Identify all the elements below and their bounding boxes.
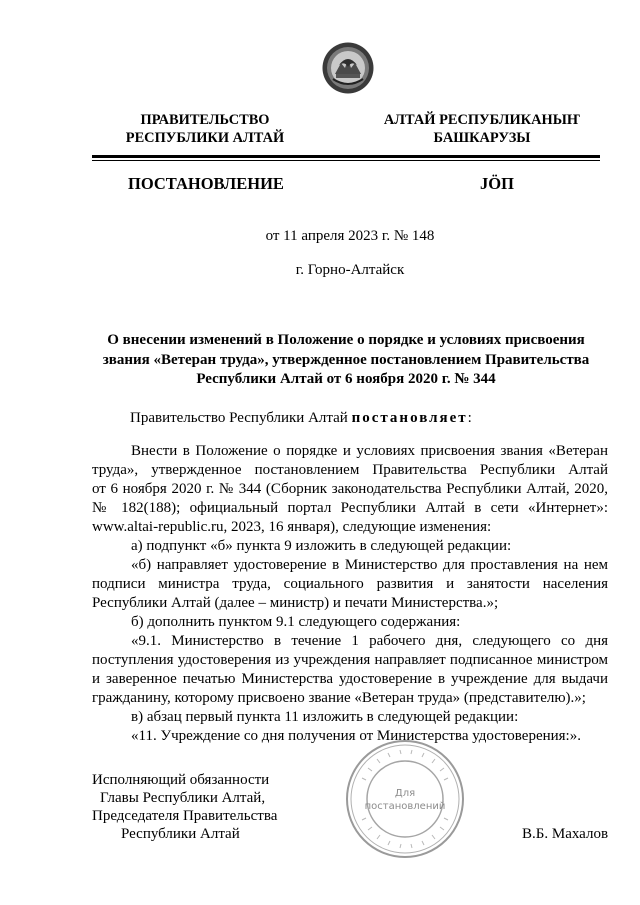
body-line: «б) направляет удостоверение в Министерство для проставления на нем — [131, 557, 608, 573]
preamble-emphasis: постановляет — [351, 410, 468, 426]
body-line: от 6 ноября 2020 г. № 344 (Сборник законодательства Республики Алтай, 2020, — [92, 481, 608, 497]
body-line: «9.1. Министерство в течение 1 рабочего дня, следующего со дня — [131, 633, 608, 649]
body-line: и заверенное печатью Министерства удостоверение в учреждение для выдачи — [92, 671, 608, 687]
body-line: подписи министра труда, социального развития и занятости населения — [92, 576, 608, 592]
preamble-tail: : — [467, 410, 472, 426]
signatory-line: Исполняющий обязанности — [92, 772, 270, 788]
authority-altai-line-2: БАШКАРУЗЫ — [433, 130, 531, 146]
stamp-center-line-1: Для — [394, 788, 416, 799]
authority-line-2: РЕСПУБЛИКИ АЛТАЙ — [125, 130, 285, 146]
signatory-line: Республики Алтай — [121, 826, 240, 842]
body-line: www.altai-republic.ru, 2023, 16 января), следующие изменения: — [92, 519, 492, 535]
signatory-line: Главы Республики Алтай, — [100, 790, 266, 806]
authority-line-1: ПРАВИТЕЛЬСТВО — [140, 112, 270, 128]
preamble — [130, 410, 472, 427]
official-stamp — [344, 738, 466, 860]
body-line: в) абзац первый пункта 11 изложить в следующей редакции: — [131, 709, 519, 725]
city: г. Горно-Алтайск — [295, 262, 405, 278]
header-divider-thin — [92, 160, 600, 161]
signatory-name: В.Б. Махалов — [522, 826, 609, 842]
body-line: гражданину, которому присвоено звание «Ветеран труда» (представителю).»; — [92, 690, 586, 706]
body-line: № 182(188); официальный портал Республики Алтай в сети «Интернет»: — [92, 500, 608, 516]
body-line: б) дополнить пунктом 9.1 следующего содержания: — [131, 614, 461, 630]
document-kind-russian: ПОСТАНОВЛЕНИЕ — [128, 174, 284, 193]
header-divider-thick — [92, 155, 600, 158]
preamble-text: Правительство Республики Алтай — [130, 410, 352, 426]
document-title — [92, 331, 600, 390]
title-line: Республики Алтай от 6 ноября 2020 г. № 344 — [196, 371, 496, 387]
title-line: О внесении изменений в Положение о порядке и условиях присвоения — [107, 332, 585, 348]
document-kind-altai: JÖП — [480, 174, 514, 193]
title-line: звания «Ветеран труда», утвержденное постановлением Правительства — [102, 351, 590, 368]
authority-altai-line-1: АЛТАЙ РЕСПУБЛИКАНЫҤ — [383, 112, 581, 128]
body-line: а) подпункт «б» пункта 9 изложить в следующей редакции: — [131, 538, 512, 554]
authority-name-altai — [372, 111, 592, 147]
coat-of-arms-emblem — [321, 41, 375, 95]
body-line: труда», утвержденное постановлением Правительства Республики Алтай — [92, 462, 608, 478]
body-line: «11. Учреждение со дня получения от Министерства удостоверения:». — [131, 728, 581, 744]
body-line: поступления удостоверения из учреждения направляет подписанное министром — [92, 652, 608, 668]
body-line: Внести в Положение о порядке и условиях присвоения звания «Ветеран — [131, 443, 608, 459]
signatory-line: Председателя Правительства — [92, 808, 278, 824]
date-and-number: от 11 апреля 2023 г. № 148 — [265, 228, 435, 244]
document-body — [92, 442, 612, 746]
body-line: Республики Алтай (далее – министр) и печати Министерства.»; — [92, 595, 499, 611]
stamp-center-line-2: постановлений — [364, 801, 446, 812]
authority-name-russian — [105, 111, 305, 147]
